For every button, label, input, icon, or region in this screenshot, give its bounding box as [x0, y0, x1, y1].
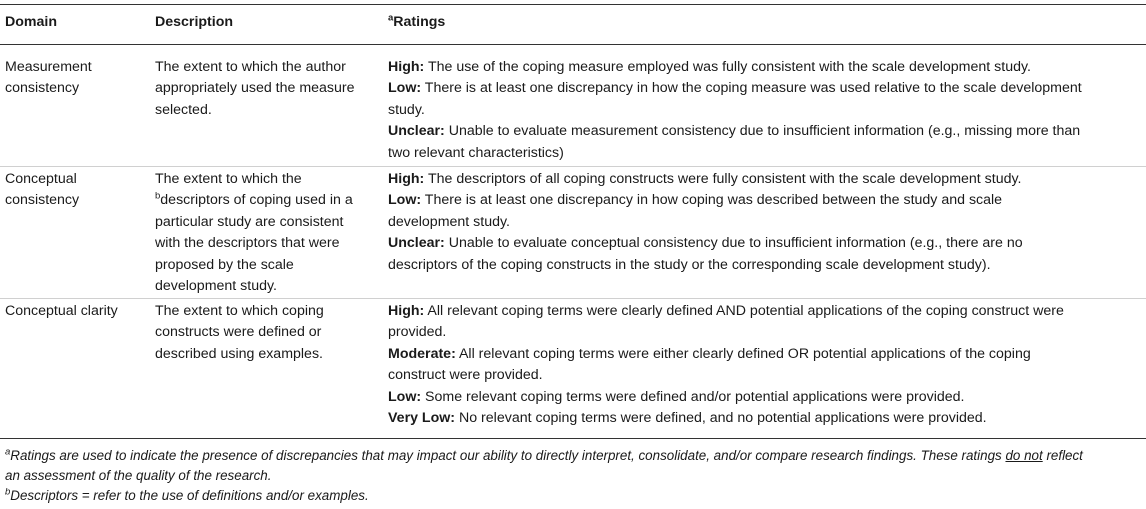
rating-text-cont: construct were provided. — [388, 367, 543, 384]
rating-label: Unclear: — [388, 123, 445, 140]
row-2-description-line: development study. — [155, 278, 277, 295]
header-rule — [0, 44, 1146, 45]
rating-text-cont: provided. — [388, 324, 447, 341]
rating-low — [388, 78, 1144, 99]
row-3-description-line: constructs were defined or — [155, 324, 322, 341]
header-domain: Domain — [5, 14, 58, 30]
rating-text-cont: development study. — [388, 213, 510, 230]
header-ratings-label: Ratings — [393, 14, 446, 30]
description-sup: b — [155, 190, 161, 202]
row-2-ratings — [388, 169, 1144, 276]
table-bottom-rule — [0, 438, 1146, 439]
rating-unclear — [388, 121, 1144, 142]
rating-label: High: — [388, 171, 425, 187]
row-3-description-line: The extent to which coping — [155, 303, 324, 319]
rating-text: There is at least one discrepancy in how coping was described between the study and scale — [424, 192, 1003, 209]
rating-text-cont: study. — [388, 101, 425, 118]
row-2-domain-line: consistency — [5, 192, 80, 209]
footnote-a-text-end: reflect — [1046, 448, 1083, 463]
row-2-domain-line: Conceptual — [5, 171, 77, 187]
rating-text: The descriptors of all coping constructs were fully consistent with the scale development study. — [427, 171, 1022, 187]
rating-label: High: — [388, 59, 425, 75]
row-1-description-line: The extent to which the author — [155, 59, 346, 75]
row-1-domain-line: Measurement — [5, 59, 92, 75]
rating-text-cont: two relevant characteristics) — [388, 144, 564, 161]
rating-very-low — [388, 408, 1144, 429]
row-2-description-line: particular study are consistent — [155, 213, 344, 230]
rating-label: Low: — [388, 80, 422, 97]
rating-label: Very Low: — [388, 410, 456, 427]
row-3-domain — [5, 301, 145, 322]
row-2-description-line: proposed by the scale — [155, 256, 294, 273]
rating-label: Low: — [388, 192, 422, 209]
row-3-description-line: described using examples. — [155, 345, 323, 362]
row-2-description-line: with the descriptors that were — [155, 235, 340, 252]
rating-high — [388, 57, 1144, 78]
rating-text: Unable to evaluate conceptual consistency due to insufficient information (e.g., there are no — [448, 235, 1023, 252]
row-1-description-line: appropriately used the measure — [155, 80, 355, 97]
row-3-ratings — [388, 301, 1144, 429]
row-2-description-line: The extent to which the — [155, 171, 302, 187]
rating-text: All relevant coping terms were either clearly defined OR potential applications of the coping — [458, 345, 1031, 362]
rating-text: The use of the coping measure employed was fully consistent with the scale development study. — [427, 59, 1031, 75]
rating-unclear — [388, 233, 1144, 254]
footnote-a-line2: an assessment of the quality of the research. — [5, 467, 272, 483]
rating-high — [388, 301, 1144, 322]
row-1-domain — [5, 57, 145, 100]
footnote-a-underline: do not — [1005, 448, 1043, 463]
rating-low — [388, 190, 1144, 211]
row-2-description-line — [155, 190, 375, 211]
footnote-b-sup: b — [5, 486, 11, 498]
footnote-b-text: Descriptors = refer to the use of definitions and/or examples. — [10, 488, 369, 503]
header-description: Description — [155, 14, 234, 30]
rating-text-cont: descriptors of the coping constructs in the study or the corresponding scale development study). — [388, 256, 991, 273]
row-1-description — [155, 57, 375, 121]
table-top-rule — [0, 4, 1146, 5]
row-1-description-line: selected. — [155, 101, 212, 118]
rating-text: Some relevant coping terms were defined and/or potential applications were provided. — [425, 388, 965, 405]
footnote-a-sup: a — [5, 446, 11, 458]
rating-label: Unclear: — [388, 235, 445, 252]
rating-label: Moderate: — [388, 345, 456, 362]
row-divider — [0, 166, 1146, 167]
rating-low — [388, 387, 1144, 408]
rating-text: Unable to evaluate measurement consistency due to insufficient information (e.g., missing more than — [448, 123, 1081, 140]
row-1-domain-line: consistency — [5, 80, 80, 97]
row-3-domain-line: Conceptual clarity — [5, 303, 118, 319]
row-1-ratings — [388, 57, 1144, 164]
rating-label: High: — [388, 303, 425, 319]
rating-label: Low: — [388, 388, 422, 405]
rating-text: There is at least one discrepancy in how the coping measure was used relative to the scale development — [424, 80, 1082, 97]
row-divider — [0, 298, 1146, 299]
row-3-description — [155, 301, 375, 365]
rating-high — [388, 169, 1144, 190]
header-ratings — [388, 12, 1144, 33]
rating-text: No relevant coping terms were defined, and no potential applications were provided. — [458, 410, 987, 427]
row-2-description — [155, 169, 375, 297]
footnote-b — [5, 486, 1143, 506]
rating-text: All relevant coping terms were clearly defined AND potential applications of the coping construct were — [427, 303, 1064, 319]
rating-moderate — [388, 344, 1144, 365]
row-2-domain — [5, 169, 145, 212]
footnote-a — [5, 446, 1143, 485]
description-text: descriptors of coping used in a — [160, 192, 353, 209]
header-ratings-sup: a — [388, 12, 394, 24]
footnote-a-text: Ratings are used to indicate the presence of discrepancies that may impact our ability to directly interpret, consolidate, and/or compare research findings. These ratings — [10, 448, 1002, 463]
